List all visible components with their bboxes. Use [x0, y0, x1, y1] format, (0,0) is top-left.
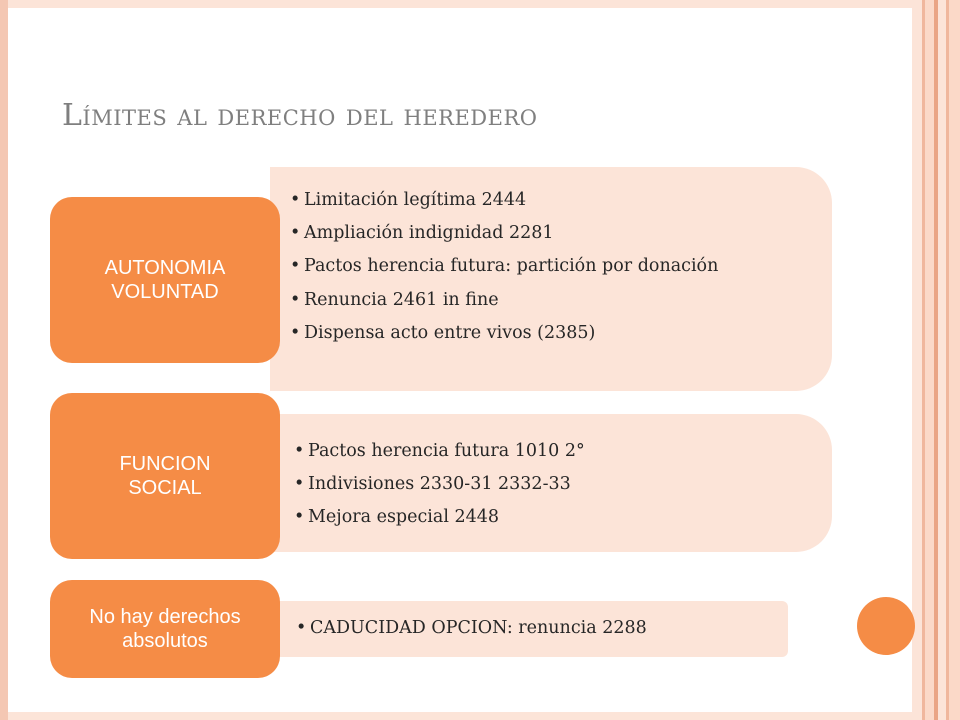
list-item: • Pactos herencia futura: partición por donación — [290, 255, 810, 278]
category-badge — [50, 580, 280, 678]
category-badge — [50, 197, 280, 363]
items-panel — [270, 167, 832, 391]
items-list — [294, 440, 814, 539]
slide-frame-top — [8, 0, 912, 8]
list-item: • Mejora especial 2448 — [294, 506, 814, 529]
list-item: • Limitación legítima 2444 — [290, 189, 810, 212]
slide-frame-left — [0, 0, 8, 720]
slide-side-stripes — [912, 0, 960, 720]
list-item: • Indivisiones 2330-31 2332-33 — [294, 473, 814, 496]
slide-frame-bottom — [8, 712, 912, 720]
category-label: AUTONOMIA VOLUNTAD — [104, 257, 226, 303]
items-list — [296, 617, 776, 640]
category-label: No hay derechos absolutos — [89, 606, 241, 652]
category-label: FUNCION SOCIAL — [119, 453, 211, 499]
list-item: • CADUCIDAD OPCION: renuncia 2288 — [296, 617, 776, 640]
slide-title: Límites al derecho del heredero — [62, 98, 538, 133]
list-item: • Renuncia 2461 in fine — [290, 289, 810, 312]
list-item: • Ampliación indignidad 2281 — [290, 222, 810, 245]
list-item: • Pactos herencia futura 1010 2° — [294, 440, 814, 463]
decorative-circle — [857, 597, 915, 655]
category-badge — [50, 393, 280, 559]
items-panel — [270, 414, 832, 552]
list-item: • Dispensa acto entre vivos (2385) — [290, 322, 810, 345]
items-panel — [270, 601, 788, 657]
items-list — [290, 189, 810, 355]
